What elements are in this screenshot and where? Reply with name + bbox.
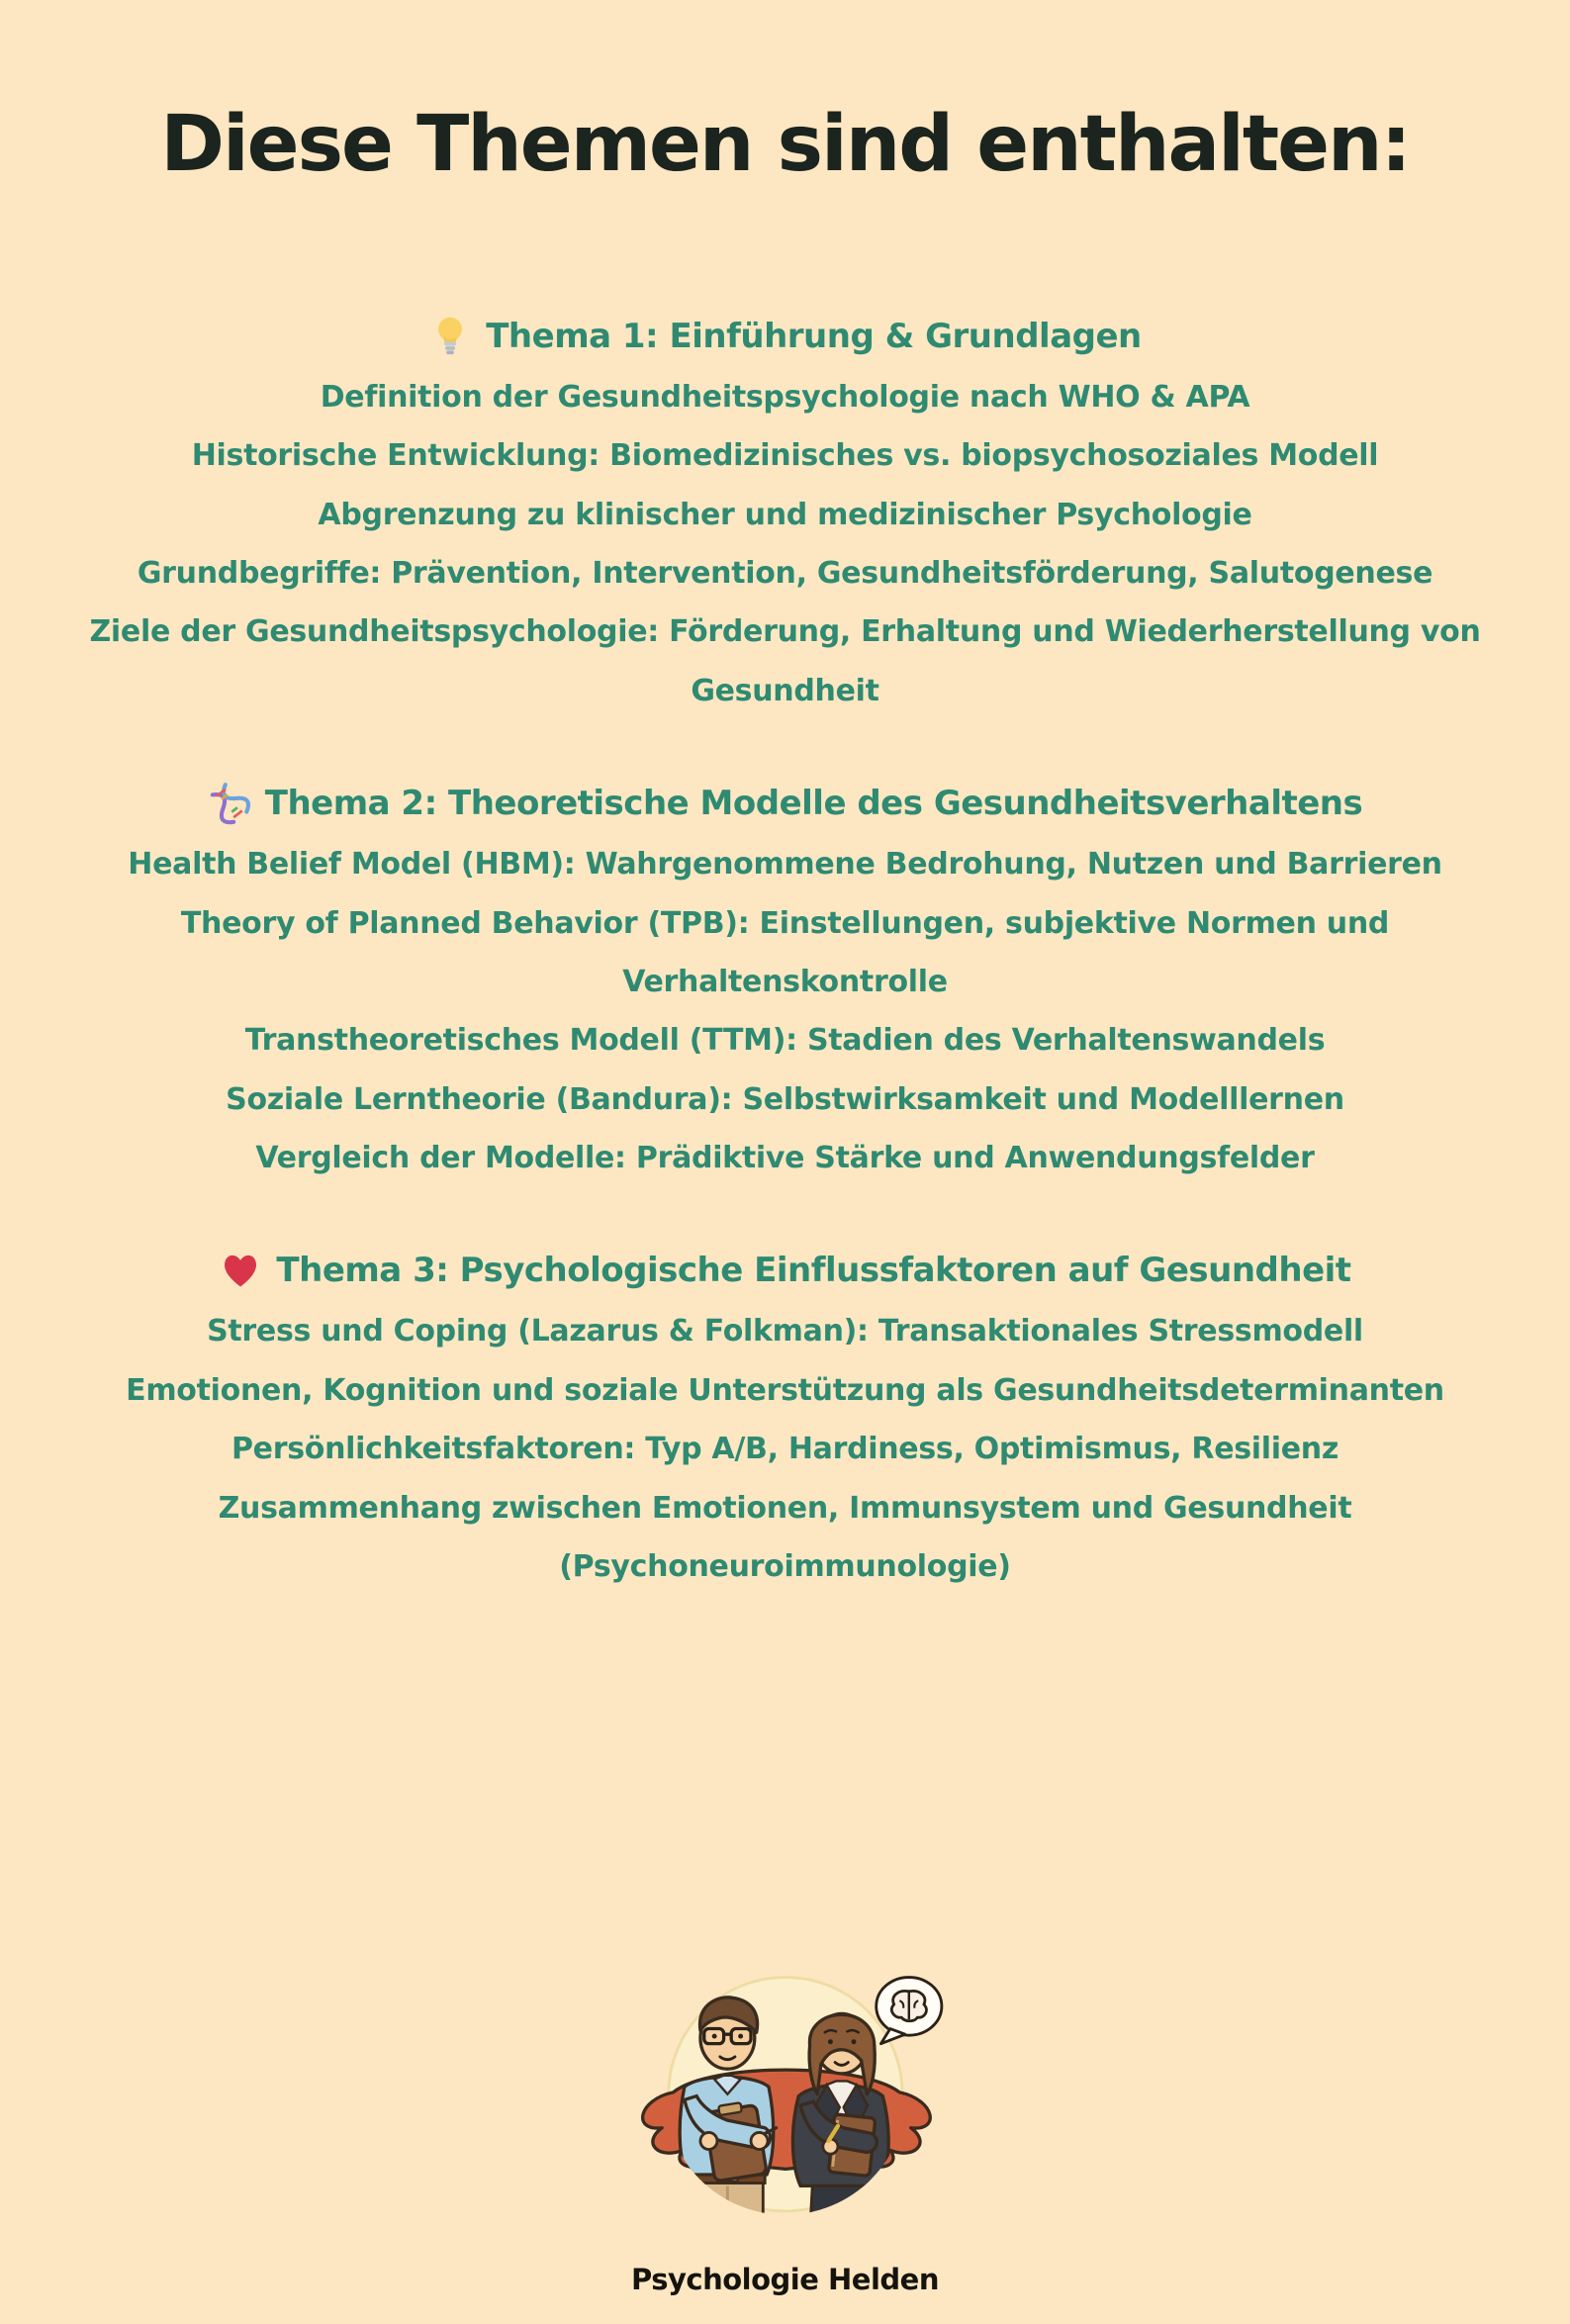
- page-title: Diese Themen sind enthalten:: [160, 100, 1410, 189]
- lightbulb-icon: [428, 315, 472, 358]
- section-heading-label: Thema 3: Psychologische Einflussfaktoren auf Gesundheit: [276, 1251, 1351, 1291]
- brand-label: Psychologie Helden: [631, 2263, 939, 2296]
- topic-section: [0, 1249, 1570, 1596]
- brain-icon: [891, 1991, 926, 2020]
- mascot-illustration: [607, 1952, 964, 2261]
- topic-line: Historische Entwicklung: Biomedizinisches vs. biopsychosoziales Modell: [191, 438, 1379, 474]
- topic-line: Definition der Gesundheitspsychologie nach WHO & APA: [320, 379, 1250, 415]
- topics-list: [0, 315, 1570, 1597]
- topic-line: Stress und Coping (Lazarus & Folkman): Transaktionales Stressmodell: [207, 1314, 1363, 1349]
- topic-line: Grundbegriffe: Prävention, Intervention, Gesundheitsförderung, Salutogenese: [137, 555, 1433, 591]
- section-lines: [63, 368, 1508, 720]
- topic-line: Soziale Lerntheorie (Bandura): Selbstwirksamkeit und Modelllernen: [226, 1081, 1344, 1117]
- topic-line: Ziele der Gesundheitspsychologie: Förderung, Erhaltung und Wiederherstellung von Gesundheit: [89, 614, 1481, 708]
- dna-icon: [208, 782, 251, 825]
- section-heading: [0, 315, 1570, 358]
- topic-section: [0, 782, 1570, 1187]
- section-heading-label: Thema 2: Theoretische Modelle des Gesundheitsverhaltens: [264, 784, 1363, 824]
- section-lines: [63, 835, 1508, 1187]
- heart-icon: [219, 1249, 262, 1292]
- topic-line: Transtheoretisches Modell (TTM): Stadien des Verhaltenswandels: [244, 1023, 1326, 1059]
- section-lines: [63, 1302, 1508, 1596]
- topic-line: Vergleich der Modelle: Prädiktive Stärke und Anwendungsfelder: [255, 1141, 1315, 1176]
- section-heading: [0, 1249, 1570, 1292]
- brain-speech-bubble: [876, 1978, 941, 2044]
- section-heading: [0, 782, 1570, 825]
- footer: [0, 1952, 1570, 2296]
- topic-line: Emotionen, Kognition und soziale Unterstützung als Gesundheitsdeterminanten: [126, 1372, 1444, 1408]
- topic-section: [0, 315, 1570, 720]
- topic-line: Zusammenhang zwischen Emotionen, Immunsystem und Gesundheit (Psychoneuroimmunologie): [218, 1490, 1352, 1585]
- section-heading-label: Thema 1: Einführung & Grundlagen: [486, 316, 1142, 356]
- topic-line: Health Belief Model (HBM): Wahrgenommene Bedrohung, Nutzen und Barrieren: [128, 847, 1442, 883]
- topic-line: Persönlichkeitsfaktoren: Typ A/B, Hardiness, Optimismus, Resilienz: [231, 1432, 1339, 1467]
- topic-line: Theory of Planned Behavior (TPB): Einstellungen, subjektive Normen und Verhaltenskontrolle: [180, 905, 1390, 999]
- topic-line: Abgrenzung zu klinischer und medizinischer Psychologie: [318, 497, 1252, 532]
